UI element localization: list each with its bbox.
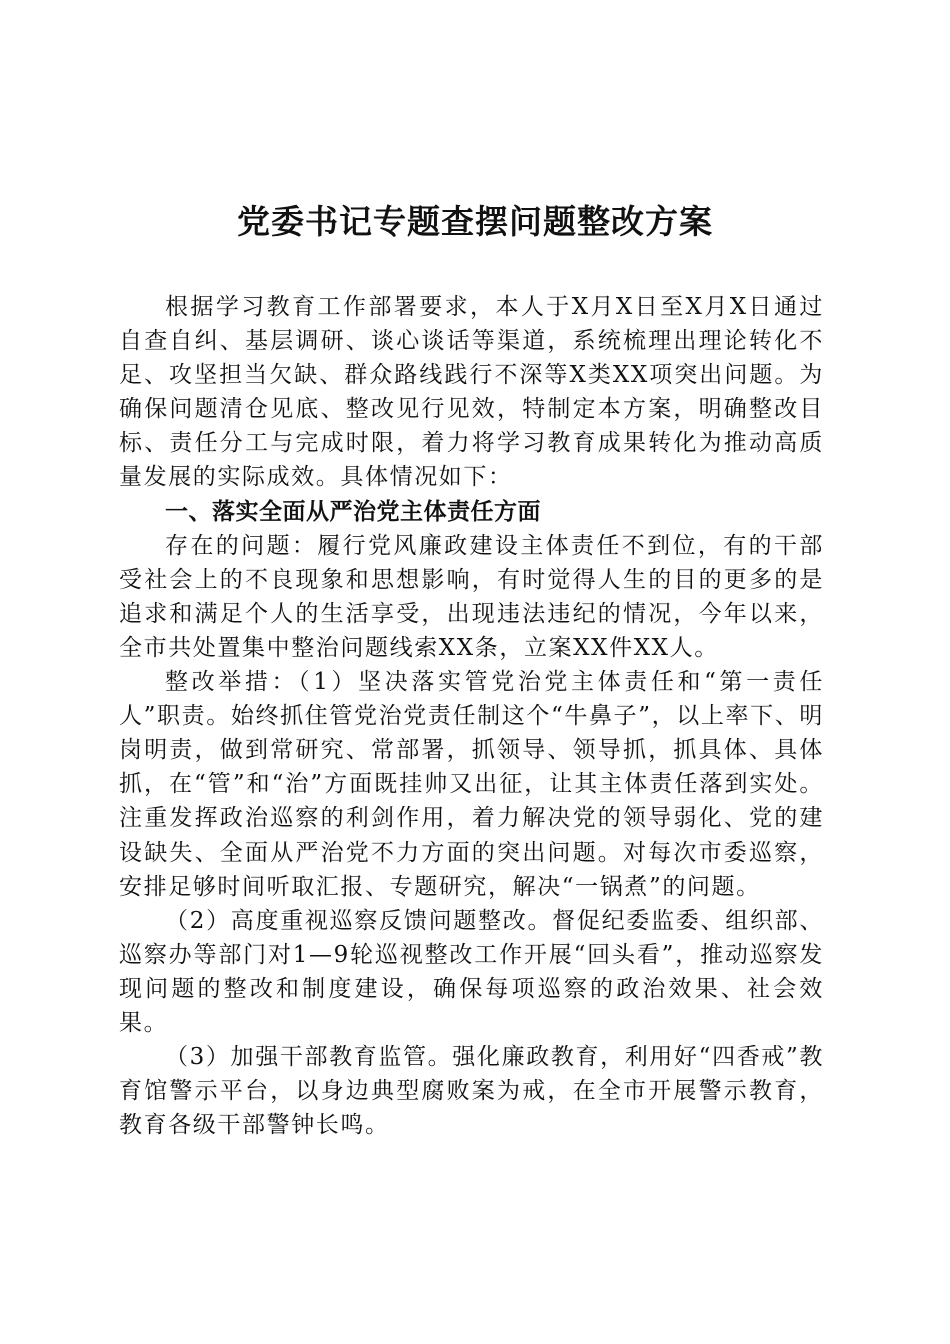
document-title: 党委书记专题查摆问题整改方案: [237, 202, 713, 241]
measure-paragraph-1: 整改举措：（1）坚决落实管党治党主体责任和“第一责任人”职责。始终抓住管党治党责任制这个“牛鼻子”，以上率下、明岗明责，做到常研究、常部署，抓领导、领导抓，抓具体、具体抓，在“管”和“治”方面既挂帅又出征，让其主体责任落到实处。注重发挥政治巡察的利剑作用，着力解决党的领导弱化、党的建设缺失、全面从严治党不力方面的突出问题。对每次市委巡察，安排足够时间听取汇报、专题研究，解决“一锅煮”的问题。: [119, 669, 824, 900]
measure-paragraph-3: （3）加强干部教育监管。强化廉政教育，利用好“四香戒”教育馆警示平台，以身边典型腐败案为戒，在全市开展警示教育，教育各级干部警钟长鸣。: [119, 1044, 824, 1139]
measure-paragraph-2: （2）高度重视巡察反馈问题整改。督促纪委监委、组织部、巡察办等部门对1—9轮巡视整改工作开展“回头看”，推动巡察发现问题的整改和制度建设，确保每项巡察的政治效果、社会效果。: [119, 907, 824, 1036]
section-heading: 一、落实全面从严治党主体责任方面: [165, 498, 541, 525]
intro-paragraph: 根据学习教育工作部署要求，本人于X月X日至X月X日通过自查自纠、基层调研、谈心谈话等渠道，系统梳理出理论转化不足、攻坚担当欠缺、群众路线践行不深等X类XX项突出问题。为确保问题清仓见底、整改见行见效，特制定本方案，明确整改目标、责任分工与完成时限，着力将学习教育成果转化为推动高质量发展的实际成效。具体情况如下：: [119, 294, 824, 491]
problem-paragraph: 存在的问题：履行党风廉政建设主体责任不到位，有的干部受社会上的不良现象和思想影响，有时觉得人生的目的更多的是追求和满足个人的生活享受，出现违法违纪的情况，今年以来，全市共处置集中整治问题线索XX条，立案XX件XX人。: [119, 532, 824, 661]
document-body: [119, 290, 824, 1142]
